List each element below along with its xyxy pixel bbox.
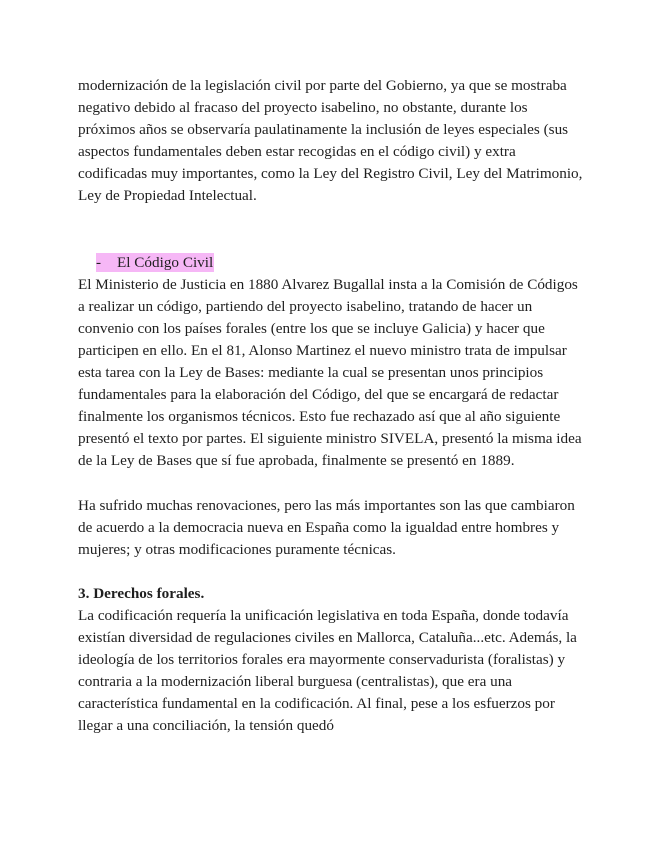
- bullet-dash-marker: -: [96, 253, 102, 271]
- bullet-text: El Código Civil: [117, 253, 214, 271]
- bullet-item-codigo-civil: [78, 252, 588, 274]
- spacer: [78, 473, 588, 495]
- spacer: [78, 208, 588, 252]
- paragraph-renovaciones: Ha sufrido muchas renovaciones, pero las más importantes son las que cambiaron de acuerdo a la democracia nueva en España como la igualdad entre hombres y mujeres; y otras modificaciones puramente técnicas.: [78, 496, 575, 558]
- paragraph-ministerio: El Ministerio de Justicia en 1880 Alvarez Bugallal insta a la Comisión de Códigos a realizar un código, partiendo del proyecto isabelino, tratando de hacer un convenio con los países forales (entre los que se incluye Galicia) y hacer que participen en ello. En el 81, Alonso Martinez el nuevo ministro trata de impulsar esta tarea con la Ley de Bases: mediante la cual se presentan unos principios fundamentales para la elaboración del Código, del que se encargará de redactar finalmente los organismos técnicos. Esto fue rechazado así que al año siguiente presentó el texto por partes. El siguiente ministro SIVELA, presentó la misma idea de la Ley de Bases que sí fue aprobada, finalmente se presentó en 1889.: [78, 275, 582, 470]
- document-page: [78, 75, 588, 737]
- paragraph-legislacion: modernización de la legislación civil por parte del Gobierno, ya que se mostraba negativo debido al fracaso del proyecto isabelino, no obstante, durante los próximos años se observaría paulatinamente la inclusión de leyes especiales (sus aspectos fundamentales deben estar recogidas en el código civil) y extra codificadas muy importantes, como la Ley del Registro Civil, Ley del Matrimonio, Ley de Propiedad Intelectual.: [78, 77, 583, 205]
- section-heading-derechos-forales: 3. Derechos forales.: [78, 584, 205, 602]
- spacer: [78, 561, 588, 583]
- paragraph-codificacion: La codificación requería la unificación legislativa en toda España, donde todavía existían diversidad de regulaciones civiles en Mallorca, Cataluña...etc. Además, la ideología de los territorios forales era mayormente conservadurista (foralistas) y contraria a la modernización liberal burguesa (centralistas), que era una característica fundamental en la codificación. Al final, pese a los esfuerzos por llegar a una conciliación, la tensión quedó: [78, 606, 577, 735]
- highlighted-bullet: [96, 253, 214, 272]
